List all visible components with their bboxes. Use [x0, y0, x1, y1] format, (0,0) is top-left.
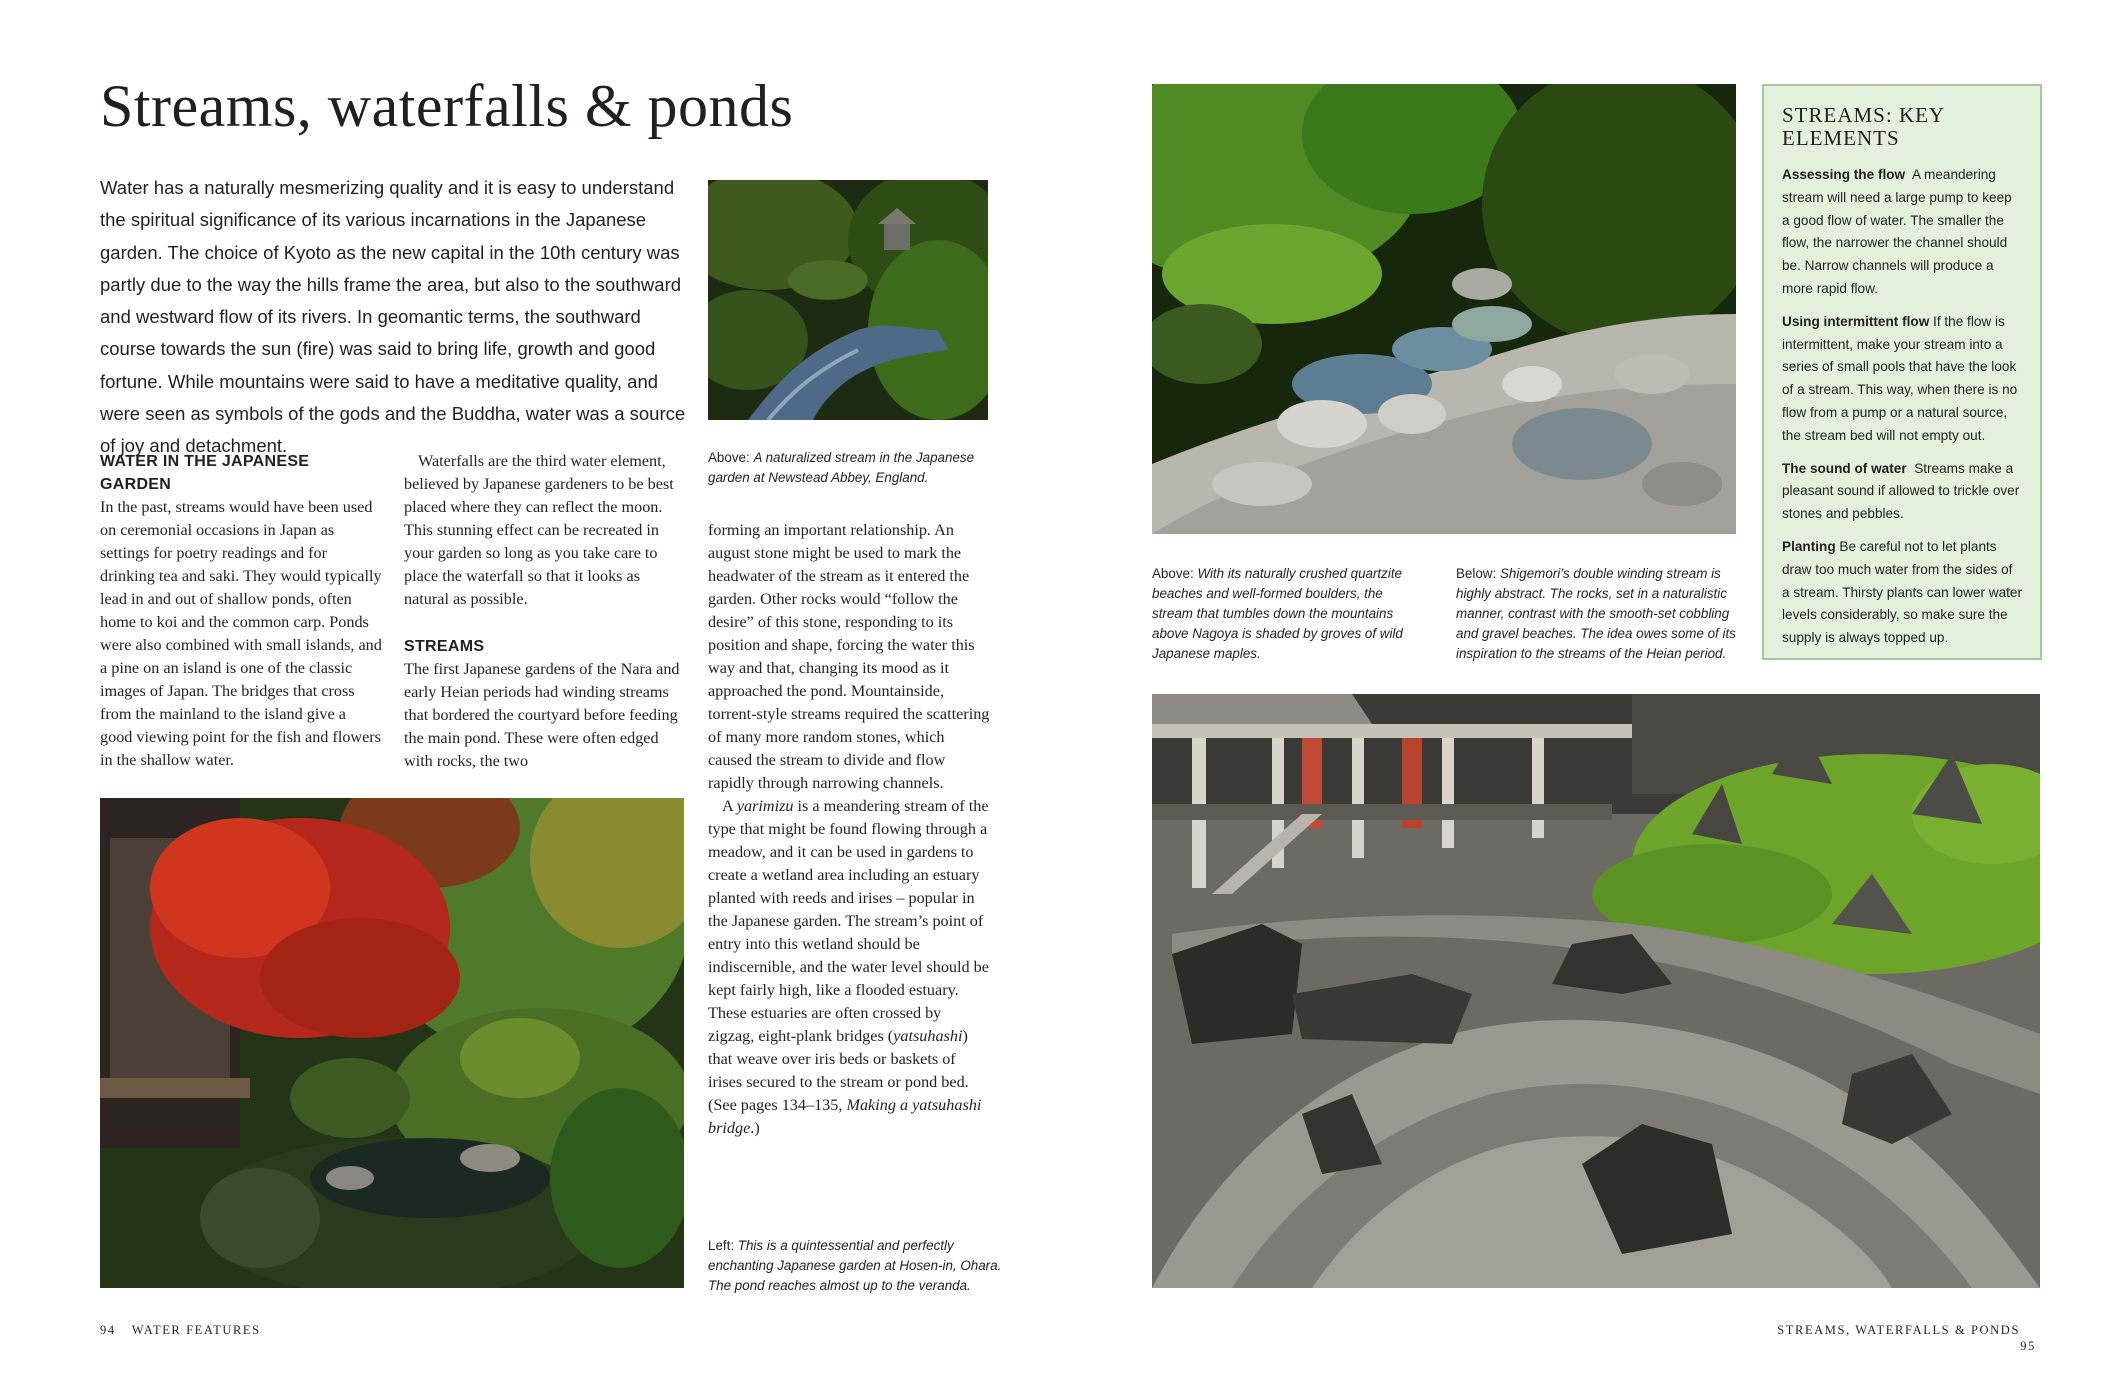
photo-naturalized-stream — [708, 180, 988, 420]
page-reference: Making a yatsuhashi bridge — [708, 1096, 982, 1137]
sidebar-item — [1782, 311, 2022, 448]
caption-text: Shigemori’s double winding stream is highly abstract. The rocks, set in a naturalistic manner, contrast with the smooth-set cobbling and gravel beaches. The idea owes some of its inspiration to the streams of the Heian period. — [1456, 566, 1736, 661]
caption-mountain-stream — [1152, 564, 1424, 664]
photo-mountain-stream — [1152, 84, 1736, 534]
sidebar-item — [1782, 164, 2022, 301]
sidebar-item-term: Planting — [1782, 538, 1836, 554]
sidebar-title: STREAMS: KEY ELEMENTS — [1782, 103, 1945, 150]
folio-right — [1774, 1322, 2036, 1354]
caption-shigemori-stream — [1456, 564, 1738, 664]
sidebar-item-text: Streams make a pleasant sound if allowed to trickle over stones and pebbles. — [1782, 460, 2020, 522]
sidebar-key-elements — [1762, 84, 2042, 660]
running-head-left: WATER FEATURES — [131, 1323, 261, 1337]
sidebar-item-term: Using intermittent flow — [1782, 313, 1930, 329]
section-text-water: In the past, streams would have been used on ceremonial occasions in Japan as settings for poetry readings and for drinking tea and saki. They would typically lead in and out of shallow ponds, often home to koi and the common carp. Ponds were also combined with small islands, and a pine on an island is one of the classic images of Japan. The bridges that cross from the mainland to the island give a good viewing point for the fish and flowers in the shallow water. — [100, 498, 382, 769]
caption-label: Left: — [708, 1238, 735, 1253]
column-2 — [404, 450, 686, 773]
column-1 — [100, 450, 382, 772]
sidebar-item-text: If the flow is intermittent, make your stream into a series of small pools that have the look of a stream. This way, when there is no flow from a pump or a natural source, the stream bed will not empty out. — [1782, 313, 2018, 443]
sidebar-item — [1782, 458, 2022, 526]
intro-paragraph: Water has a naturally mesmerizing quality and it is easy to understand the spiritual significance of its various incarnations in the Japanese garden. The choice of Kyoto as the new capital in the 10th century was partly due to the way the hills frame the area, but also to the southward and westward flow of its rivers. In geomantic terms, the southward course towards the sun (fire) was said to bring life, growth and good fortune. While mountains were said to have a meditative quality, and were seen as symbols of the gods and the Buddha, water was a source of joy and detachment. — [100, 177, 686, 457]
sidebar-item-term: Assessing the flow — [1782, 167, 1906, 182]
waterfalls-paragraph: Waterfalls are the third water element, believed by Japanese gardeners to be best placed where they can reflect the moon. This stunning effect can be recreated in your garden so long as you take care to place the waterfall so that it looks as natural as possible. — [404, 452, 674, 608]
col3-paragraph-2: A yarimizu is a meandering stream of the type that might be found flowing through a meadow, and it can be used in gardens to create a wetland area including an estuary planted with reeds and irises – popular in the Japanese garden. The stream’s point of entry into this wetland should be indiscernible, and the water level should be kept fairly high, like a flooded estuary. These estuaries are often crossed by zigzag, eight-plank bridges (yatsuhashi) that weave over iris beds or baskets of irises secured to the stream or pond bed. (See pages 134–135, Making a yatsuhashi bridge.) — [708, 797, 989, 1137]
photo-hosen-in-garden — [100, 798, 684, 1288]
sidebar-item-text: A meandering stream will need a large pump to keep a good flow of water. The smaller the flow, the narrower the channel should be. Narrow channels will produce a more rapid flow. — [1782, 167, 2012, 296]
sidebar-item — [1782, 536, 2022, 650]
caption-hosen-in — [708, 1236, 1008, 1296]
running-head-right: STREAMS, WATERFALLS & PONDS — [1777, 1323, 2020, 1337]
photo-shigemori-garden — [1152, 694, 2040, 1288]
caption-label: Above: — [1152, 566, 1194, 581]
section-heading-water: WATER IN THE JAPANESE GARDEN — [100, 453, 310, 493]
term-yatsuhashi: yatsuhashi — [893, 1027, 963, 1045]
page-number-right: 95 — [2020, 1339, 2036, 1353]
page-title: Streams, waterfalls & ponds — [100, 73, 794, 139]
caption-text: This is a quintessential and perfectly enchanting Japanese garden at Hosen-in, Ohara. The pond reaches almost up to the veranda. — [708, 1238, 1002, 1293]
section-heading-streams: STREAMS — [404, 638, 485, 655]
sidebar-item-term: The sound of water — [1782, 460, 1907, 476]
folio-left — [100, 1322, 261, 1338]
caption-text: With its naturally crushed quartzite beaches and well-formed boulders, the stream that tumbles down the mountains above Nagoya is shaded by groves of wild Japanese maples. — [1152, 566, 1403, 661]
section-text-streams: The first Japanese gardens of the Nara and early Heian periods had winding streams that bordered the courtyard before feeding the main pond. These were often edged with rocks, the two — [404, 660, 680, 770]
caption-naturalized-stream — [708, 448, 998, 488]
page-number-left: 94 — [100, 1323, 116, 1337]
caption-label: Above: — [708, 450, 750, 465]
term-yarimizu: yarimizu — [736, 797, 794, 815]
col3-paragraph-1: forming an important relationship. An august stone might be used to mark the headwater of the stream as it entered the garden. Other rocks would “follow the desire” of this stone, responding to its position and shape, forcing the water this way and that, changing its mood as it approached the pond. Mountainside, torrent-style streams required the scattering of many more random stones, which caused the stream to divide and flow rapidly through narrowing channels. — [708, 521, 990, 792]
caption-label: Below: — [1456, 566, 1497, 581]
caption-text: A naturalized stream in the Japanese garden at Newstead Abbey, England. — [708, 450, 975, 485]
column-3 — [708, 519, 990, 1140]
sidebar-item-text: Be careful not to let plants draw too much water from the sides of a stream. Thirsty plants can lower water levels considerably, so make sure the supply is always topped up. — [1782, 538, 2022, 646]
